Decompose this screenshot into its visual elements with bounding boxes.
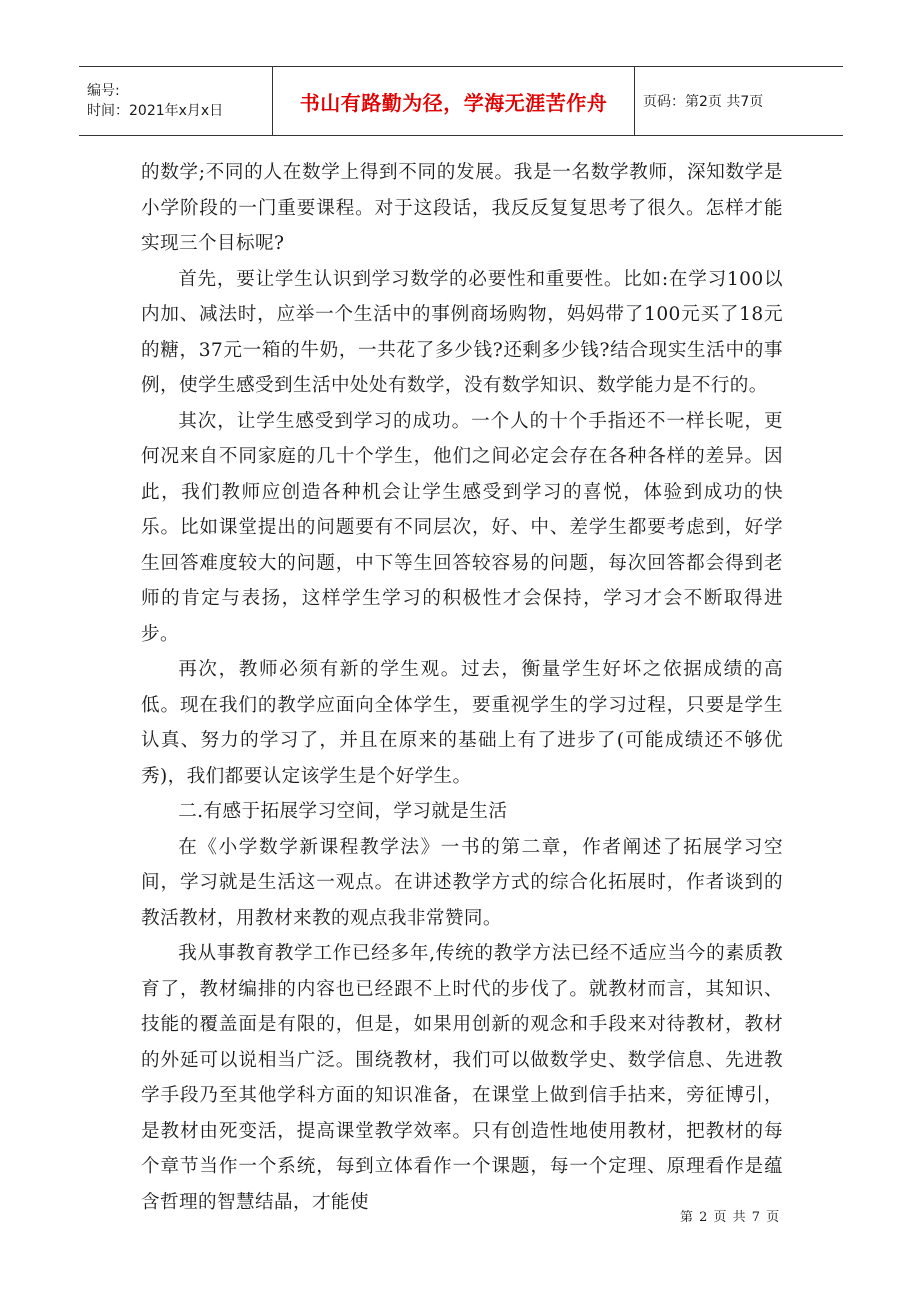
header-page-info: 页码：第2页 共7页 <box>643 94 764 110</box>
page-header <box>79 66 843 136</box>
document-body <box>141 155 783 1220</box>
paragraph-continuation: 的数学;不同的人在数学上得到不同的发展。我是一名数学教师，深知数学是小学阶段的一门重要课程。对于这段话，我反反复复思考了很久。怎样才能实现三个目标呢? <box>141 162 783 254</box>
header-meta <box>79 67 273 135</box>
date-line: 时间：2021年x月x日 <box>87 103 224 119</box>
paragraph: 再次，教师必须有新的学生观。过去，衡量学生好坏之依据成绩的高低。现在我们的教学应面向全体学生，要重视学生的学习过程，只要是学生认真、努力的学习了，并且在原来的基础上有了进步了(可能成绩还不够优秀)，我们都要认定该学生是个好学生。 <box>141 659 783 787</box>
paragraph: 其次，让学生感受到学习的成功。一个人的十个手指还不一样长呢，更何况来自不同家庭的几十个学生，他们之间必定会存在各种各样的差异。因此，我们教师应创造各种机会让学生感受到学习的喜悦，体验到成功的快乐。比如课堂提出的问题要有不同层次，好、中、差学生都要考虑到，好学生回答难度较大的问题，中下等生回答较容易的问题，每次回答都会得到老师的肯定与表扬，这样学生学习的积极性才会保持，学习才会不断取得进步。 <box>141 410 783 645</box>
serial-label: 编号: <box>87 83 120 99</box>
header-motto: 书山有路勤为径，学海无涯苦作舟 <box>273 67 635 135</box>
paragraph: 首先，要让学生认识到学习数学的必要性和重要性。比如:在学习100以内加、减法时，应举一个生活中的事例商场购物，妈妈带了100元买了18元的糖，37元一箱的牛奶，一共花了多少钱?还剩多少钱?结合现实生活中的事例，使学生感受到生活中处处有数学，没有数学知识、数学能力是不行的。 <box>141 268 783 396</box>
paragraph: 在《小学数学新课程教学法》一书的第二章，作者阐述了拓展学习空间，学习就是生活这一观点。在讲述教学方式的综合化拓展时，作者谈到的教活教材，用教材来教的观点我非常赞同。 <box>141 836 783 929</box>
page-footer: 第 2 页 共 7 页 <box>680 1210 781 1225</box>
section-heading: 二.有感于拓展学习空间，学习就是生活 <box>178 801 508 822</box>
paragraph: 我从事教育教学工作已经多年,传统的教学方法已经不适应当今的素质教育了，教材编排的内容也已经跟不上时代的步伐了。就教材而言，其知识、技能的覆盖面是有限的，但是，如果用创新的观念和手段来对待教材，教材的外延可以说相当广泛。围绕教材，我们可以做数学史、数学信息、先进教学手段乃至其他学科方面的知识准备，在课堂上做到信手拈来，旁征博引，是教材由死变活，提高课堂教学效率。只有创造性地使用教材，把教材的每个章节当作一个系统，每到立体看作一个课题，每一个定理、原理看作是蕴含哲理的智慧结晶，才能使 <box>141 943 783 1213</box>
